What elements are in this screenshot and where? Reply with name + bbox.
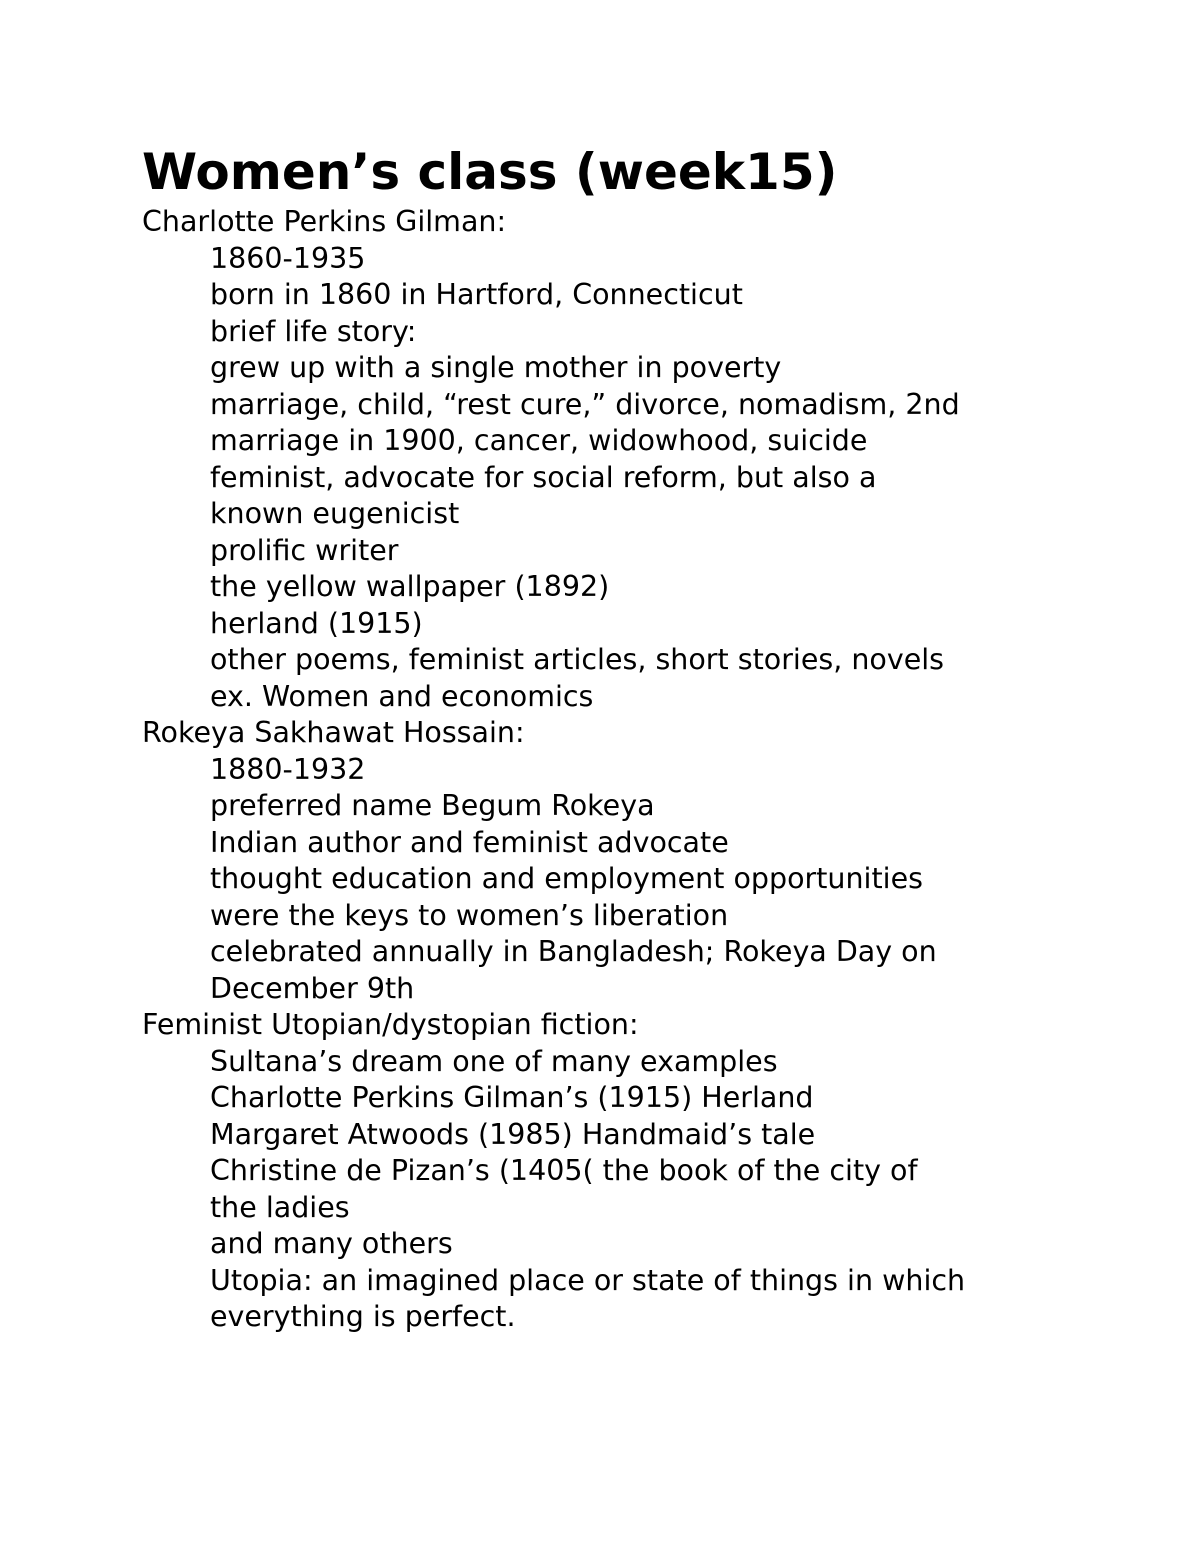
list-item: Utopia: an imagined place or state of things in which [210,1263,966,1297]
section-heading: Charlotte Perkins Gilman: [142,205,507,238]
list-item: Sultana’s dream one of many examples [210,1044,778,1078]
list-item: thought education and employment opportunities [210,862,923,895]
list-item: feminist, advocate for social reform, but also a [210,460,877,494]
list-item: ex. Women and economics [210,679,594,713]
list-item: 1880-1932 [210,752,366,786]
list-item: prolific writer [210,533,399,567]
list-item: Indian author and feminist advocate [210,825,729,859]
list-item: were the keys to women’s liberation [210,898,729,932]
section-gilman [142,204,1102,715]
list-item: brief life story: [210,314,417,348]
section-hossain [142,715,1102,1007]
list-item: other poems, feminist articles, short stories, novels [210,643,945,676]
list-item: grew up with a single mother in poverty [210,351,782,384]
section-heading: Rokeya Sakhawat Hossain: [142,716,525,749]
list-item: marriage in 1900, cancer, widowhood, suicide [210,424,868,457]
page-title: Women’s class (week15) [142,143,838,201]
list-item: marriage, child, “rest cure,” divorce, nomadism, 2nd [210,387,960,421]
list-item: December 9th [210,971,415,1005]
list-item: Charlotte Perkins Gilman’s (1915) Herland [210,1081,814,1114]
list-item: and many others [210,1227,453,1260]
section-utopian-fiction [142,1007,1102,1336]
list-item: Christine de Pizan’s (1405( the book of the city of [210,1154,918,1187]
list-item: herland (1915) [210,606,423,640]
list-item: Margaret Atwoods (1985) Handmaid’s tale [210,1117,816,1151]
document-page [142,140,1102,1336]
section-heading: Feminist Utopian/dystopian fiction: [142,1008,639,1041]
list-item: 1860-1935 [210,241,366,275]
list-item: born in 1860 in Hartford, Connecticut [210,278,743,311]
list-item: known eugenicist [210,497,460,530]
list-item: the ladies [210,1190,350,1224]
list-item: the yellow wallpaper (1892) [210,570,610,603]
list-item: everything is perfect. [210,1300,516,1333]
list-item: preferred name Begum Rokeya [210,789,655,822]
list-item: celebrated annually in Bangladesh; Rokeya Day on [210,935,937,968]
